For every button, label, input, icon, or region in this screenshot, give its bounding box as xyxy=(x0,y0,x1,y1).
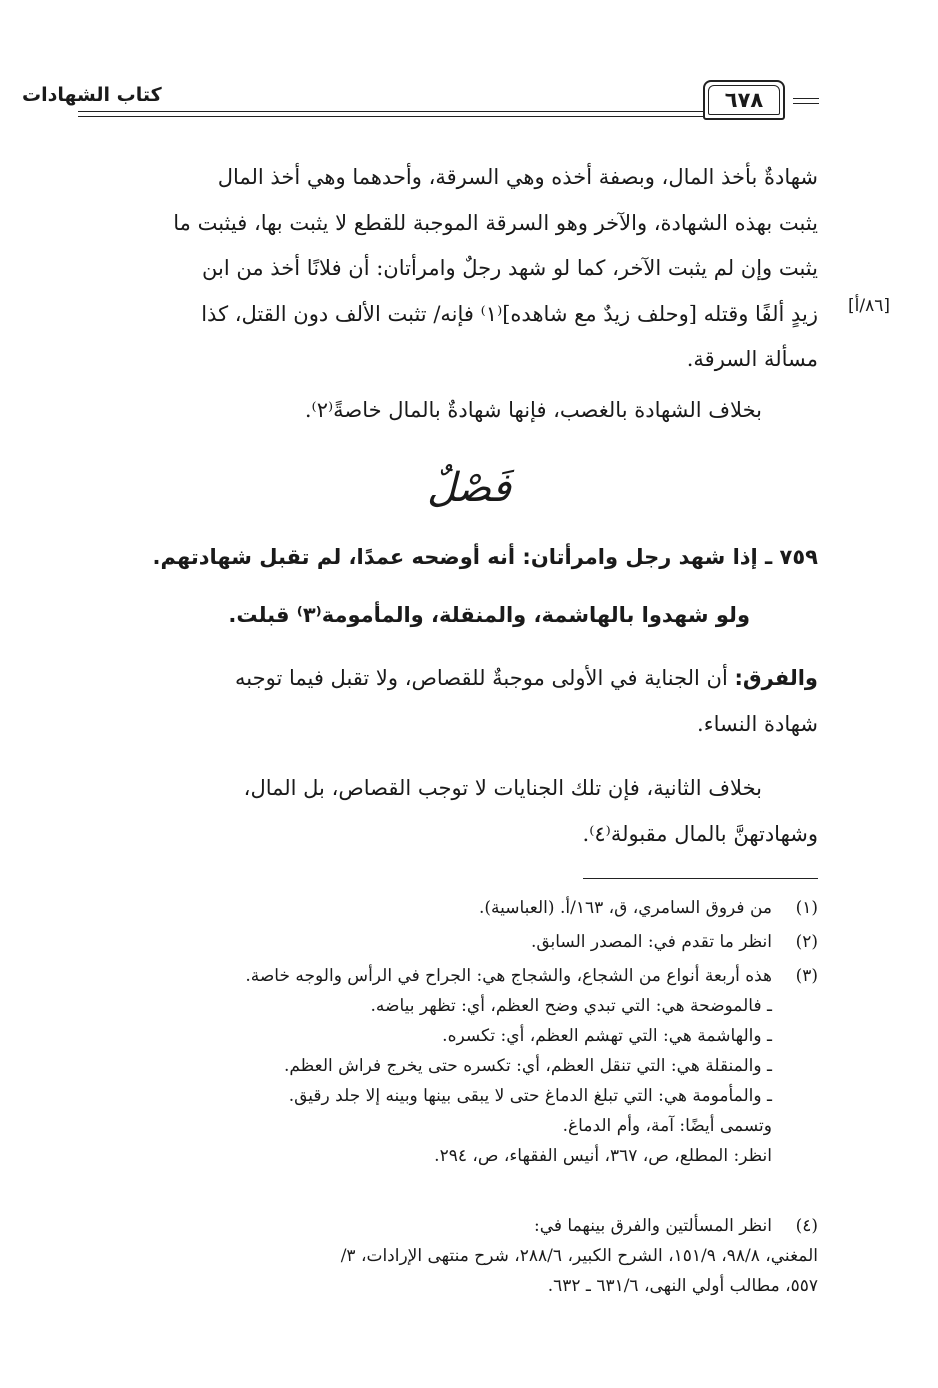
footnote-line: انظر ما تقدم في: المصدر السابق. xyxy=(530,932,772,952)
paragraph-line: يثبت بهذه الشهادة، والآخر وهو السرقة الموجبة للقطع لا يثبت بها، فيثبت ما xyxy=(173,210,818,235)
footnote-number: (١) xyxy=(795,898,818,918)
paragraph-line: شهادة النساء. xyxy=(697,711,818,736)
footnote-number: (٣) xyxy=(795,966,818,986)
footnote-line: ـ والمأمومة هي: التي تبلغ الدماغ حتى لا يبقى بينها وبينه إلا جلد رقيق. xyxy=(288,1086,772,1106)
paragraph-line: بخلاف الثانية، فإن تلك الجنايات لا توجب القصاص، بل المال، xyxy=(243,776,762,800)
footnote-line: ـ والمنقلة هي: التي تنقل العظم، أي: تكسره حتى يخرج فراش العظم. xyxy=(283,1056,772,1076)
difference-label: والفرق: xyxy=(734,666,818,690)
footnote-number: (٤) xyxy=(795,1216,818,1236)
footnote-1 xyxy=(78,893,818,923)
issue-statement-line-2: ولو شهدوا بالهاشمة، والمنقلة، والمأمومة⁽٣⁾ قبلت. xyxy=(228,603,750,627)
paragraph-line: مسألة السرقة. xyxy=(686,347,818,371)
paragraph-4 xyxy=(78,766,818,857)
footnote-3 xyxy=(78,961,818,1171)
footnote-2 xyxy=(78,927,818,957)
footnote-line: انظر المسألتين والفرق بينهما في: xyxy=(534,1216,772,1236)
running-header-title: كتاب الشهادات xyxy=(22,84,162,106)
paragraph-line: وشهادتهنَّ بالمال مقبولة⁽٤⁾. xyxy=(582,821,818,846)
paragraph-line: شهادةٌ بأخذ المال، وبصفة أخذه وهي السرقة، وأحدهما وهي أخذ المال xyxy=(217,165,818,189)
paragraph-line: زيدٍ ألفًا وقتله [وحلف زيدٌ مع شاهده]⁽١⁾ فإنه/ تثبت الألف دون القتل، كذا xyxy=(201,301,818,326)
manuscript-folio-note: [٨٦/أ] xyxy=(848,296,890,316)
footnote-line: ٥٥٧، مطالب أولي النهى، ٦٣١/٦ ـ ٦٣٢. xyxy=(547,1276,818,1296)
header-rule-bottom xyxy=(78,116,703,117)
paragraph-line: والفرق: أن الجناية في الأولى موجبةٌ للقصاص، ولا تقبل فيما توجبه xyxy=(235,666,818,690)
footnote-line: المغني، ٩٨/٨، ١٥١/٩، الشرح الكبير، ٢٨٨/٦، شرح منتهى الإرادات، ٣/ xyxy=(340,1246,818,1266)
header-rule-right-top xyxy=(793,98,819,99)
footnote-line: من فروق السامري، ق، ١٦٣/أ. (العباسية). xyxy=(478,898,772,918)
footnote-line: ـ والهاشمة هي: التي تهشم العظم، أي: تكسره. xyxy=(442,1026,772,1046)
footnote-line: وتسمى أيضًا: آمة، وأم الدماغ. xyxy=(562,1116,772,1136)
footnote-line: ـ فالموضحة هي: التي تبدي وضح العظم، أي: تظهر بياضه. xyxy=(370,996,772,1016)
footnote-separator xyxy=(583,878,818,879)
footnote-number: (٢) xyxy=(795,932,818,952)
issue-statement-line-1: ٧٥٩ ـ إذا شهد رجل وامرأتان: أنه أوضحه عمدًا، لم تقبل شهادتهم. xyxy=(152,545,818,569)
paragraph-line: يثبت وإن لم يثبت الآخر، كما لو شهد رجلٌ وامرأتان: أن فلانًا أخذ من ابن xyxy=(202,256,818,280)
difference-paragraph xyxy=(78,656,818,747)
footnote-line: هذه أربعة أنواع من الشجاع، والشجاج هي: الجراح في الرأس والوجه خاصة. xyxy=(245,966,772,986)
header-rule-top xyxy=(78,111,703,112)
page-number-frame xyxy=(703,80,785,120)
header-rule-right-bottom xyxy=(793,103,819,104)
footnote-4 xyxy=(78,1211,818,1301)
footnote-line: انظر: المطلع، ص، ٣٦٧، أنيس الفقهاء، ص، ٢٩٤. xyxy=(434,1146,772,1166)
paragraph-2: بخلاف الشهادة بالغصب، فإنها شهادةٌ بالمال خاصةً⁽٢⁾. xyxy=(304,398,762,422)
page-number: ٦٧٨ xyxy=(724,88,764,112)
paragraph-1 xyxy=(78,155,818,383)
section-heading-fasl: فَصْلٌ xyxy=(426,465,512,511)
